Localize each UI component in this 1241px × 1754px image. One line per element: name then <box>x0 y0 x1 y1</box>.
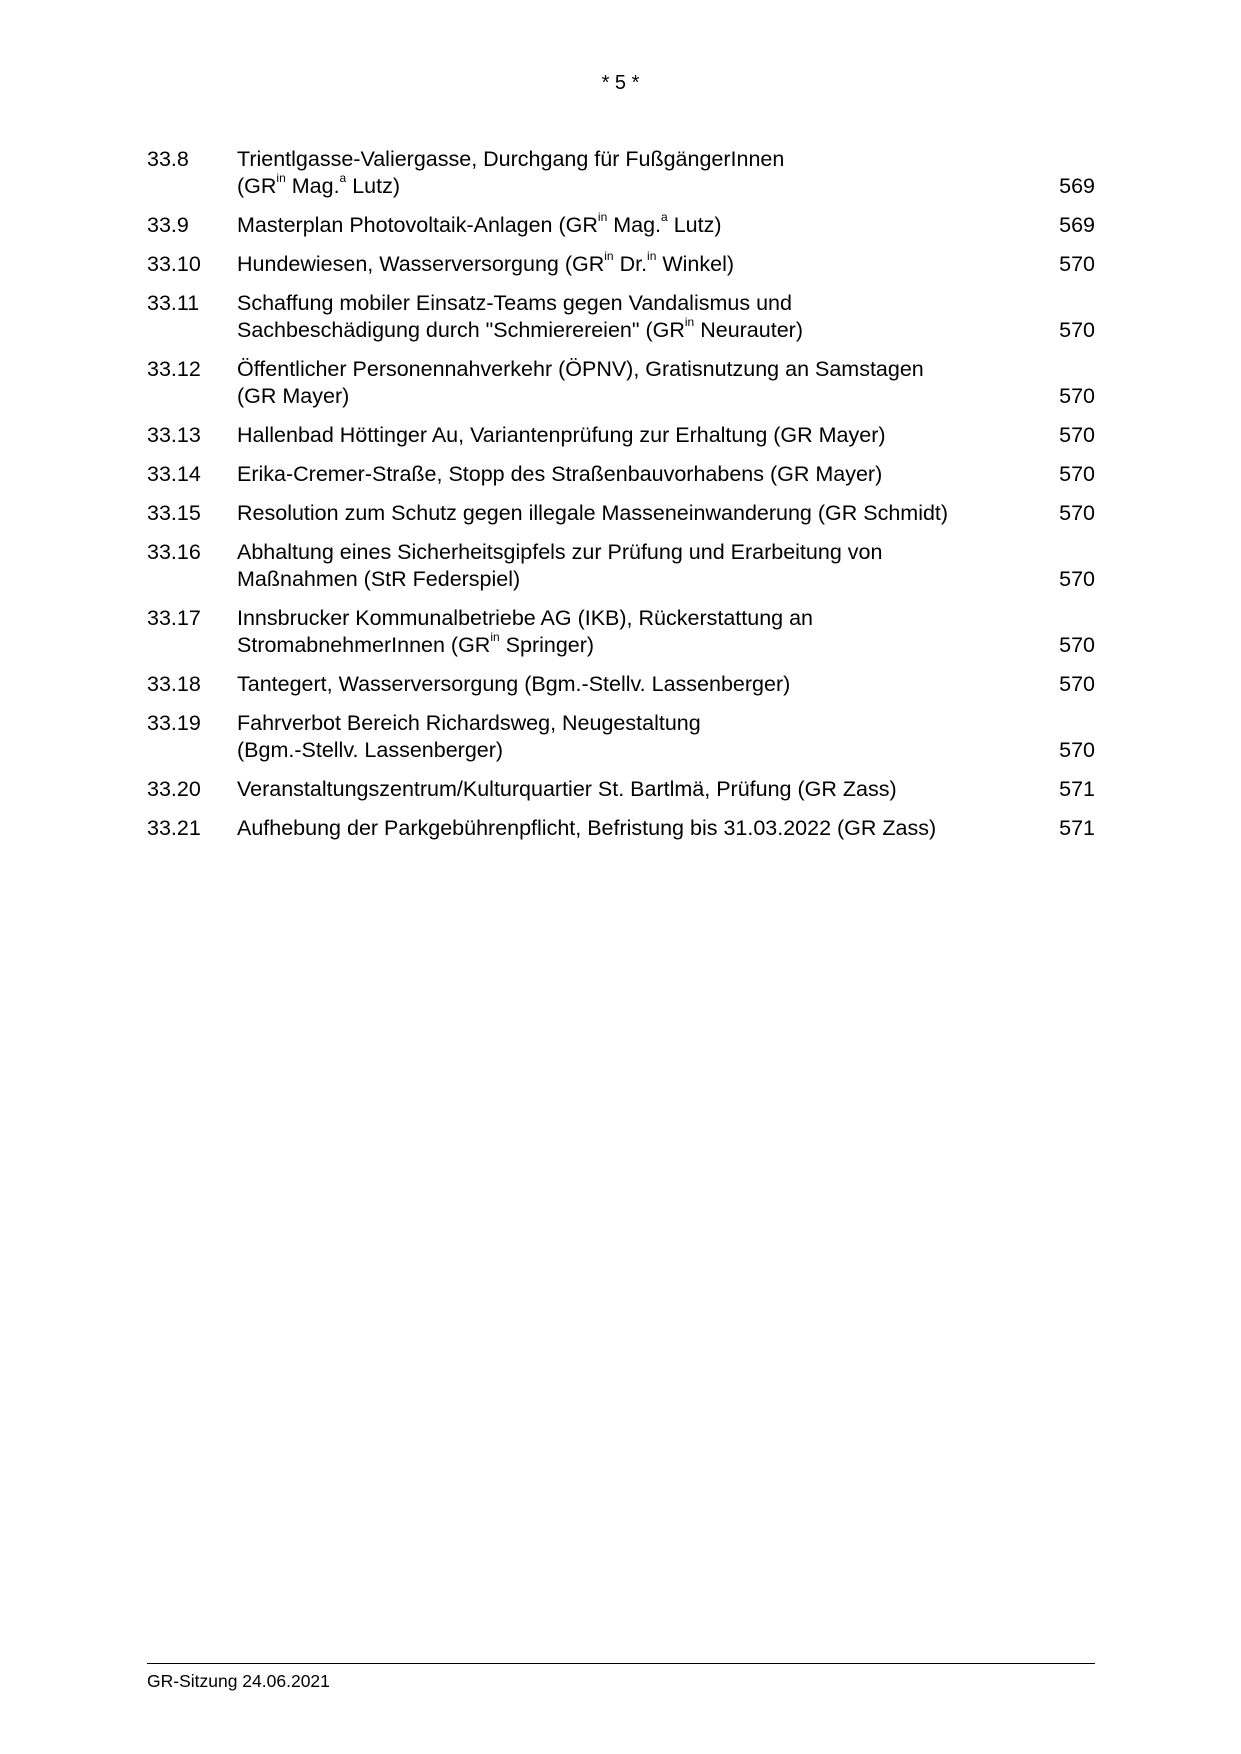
toc-entry-title-line: Aufhebung der Parkgebührenpflicht, Befristung bis 31.03.2022 (GR Zass) <box>237 816 937 840</box>
toc-entry-title-line: Masterplan Photovoltaik-Anlagen ($GR^{in}$ Mag.$^a$ Lutz) <box>237 209 722 237</box>
toc-entry-page: 570 <box>1059 384 1095 408</box>
toc-entry-title-line: Abhaltung eines Sicherheitsgipfels zur Prüfung und Erarbeitung von <box>237 540 883 564</box>
toc-entry-page: 570 <box>1059 318 1095 342</box>
toc-entry-title-line: Hallenbad Höttinger Au, Variantenprüfung zur Erhaltung (GR Mayer) <box>237 423 886 447</box>
toc-entry-title-line: Schaffung mobiler Einsatz-Teams gegen Vandalismus und <box>237 291 792 315</box>
toc-entry-title-line: StromabnehmerInnen ($GR^{in}$ Springer) <box>237 629 595 657</box>
toc-entry-number: 33.16 <box>147 540 201 564</box>
toc-entry-page: 570 <box>1059 501 1095 525</box>
toc-entry-title <box>237 776 1055 803</box>
toc-entry-title-line: Innsbrucker Kommunalbetriebe AG (IKB), Rückerstattung an <box>237 606 813 630</box>
toc-entry-title <box>237 290 1055 344</box>
toc-entry-title-line: Veranstaltungszentrum/Kulturquartier St. Bartlmä, Prüfung (GR Zass) <box>237 777 897 801</box>
toc-entry-number: 33.10 <box>147 252 201 276</box>
footer-text: GR-Sitzung 24.06.2021 <box>147 1671 330 1691</box>
toc-entry-title-line: Erika-Cremer-Straße, Stopp des Straßenbauvorhabens (GR Mayer) <box>237 462 883 486</box>
toc-entry-title-line: Hundewiesen, Wasserversorgung ($GR^{in}$ Dr.$^{in}$ Winkel) <box>237 248 735 276</box>
toc-entry <box>147 539 1095 593</box>
toc-entry-title <box>237 710 1055 764</box>
toc-entry-title-line: ($GR^{in}$ Mag.$^a$ Lutz) <box>237 170 401 198</box>
toc-entry <box>147 422 1095 449</box>
toc-entry-title <box>237 605 1055 659</box>
toc-entry <box>147 500 1095 527</box>
toc-entry-title-line: Fahrverbot Bereich Richardsweg, Neugestaltung <box>237 711 701 735</box>
toc-entry-page: 570 <box>1059 567 1095 591</box>
toc-entry-page: 569 <box>1059 213 1095 237</box>
toc-entry-title-line: (Bgm.-Stellv. Lassenberger) <box>237 738 504 762</box>
page-number: * 5 * <box>601 72 640 94</box>
toc-entry <box>147 776 1095 803</box>
toc-entry-title-line: Maßnahmen (StR Federspiel) <box>237 567 521 591</box>
toc-entry-page: 570 <box>1059 738 1095 762</box>
toc-entry-number: 33.8 <box>147 147 189 171</box>
toc-entry <box>147 209 1095 239</box>
toc-entry <box>147 248 1095 278</box>
toc-entry-title <box>237 248 1055 278</box>
toc-entry <box>147 146 1095 200</box>
toc-entry-page: 570 <box>1059 633 1095 657</box>
toc-entry-title <box>237 146 1055 200</box>
table-of-contents <box>147 146 1095 854</box>
toc-entry-title <box>237 209 1055 239</box>
toc-entry-title <box>237 422 1055 449</box>
toc-entry-number: 33.11 <box>147 291 200 315</box>
toc-entry-number: 33.14 <box>147 462 201 486</box>
toc-entry-number: 33.19 <box>147 711 201 735</box>
toc-entry <box>147 815 1095 842</box>
toc-entry-title <box>237 500 1055 527</box>
toc-entry-number: 33.20 <box>147 777 201 801</box>
toc-entry <box>147 605 1095 659</box>
toc-entry-number: 33.15 <box>147 501 201 525</box>
toc-entry-title-line: Öffentlicher Personennahverkehr (ÖPNV), Gratisnutzung an Samstagen <box>237 357 924 381</box>
toc-entry-number: 33.12 <box>147 357 201 381</box>
toc-entry-title-line: Tantegert, Wasserversorgung (Bgm.-Stellv. Lassenberger) <box>237 672 791 696</box>
toc-entry-page: 570 <box>1059 423 1095 447</box>
toc-entry <box>147 356 1095 410</box>
toc-entry-page: 569 <box>1059 174 1095 198</box>
toc-entry <box>147 290 1095 344</box>
toc-entry-title-line: Resolution zum Schutz gegen illegale Masseneinwanderung (GR Schmidt) <box>237 501 949 525</box>
toc-entry-number: 33.17 <box>147 606 201 630</box>
toc-entry-title <box>237 461 1055 488</box>
toc-entry-number: 33.13 <box>147 423 201 447</box>
toc-entry-title-line: Sachbeschädigung durch "Schmierereien" ($GR^{in}$ Neurauter) <box>237 314 803 342</box>
toc-entry-title-line: Trientlgasse-Valiergasse, Durchgang für FußgängerInnen <box>237 147 785 171</box>
toc-entry-page: 570 <box>1059 252 1095 276</box>
toc-entry-title <box>237 815 1055 842</box>
toc-entry-title <box>237 671 1055 698</box>
toc-entry <box>147 461 1095 488</box>
toc-entry-title-line: (GR Mayer) <box>237 384 350 408</box>
toc-entry-number: 33.9 <box>147 213 189 237</box>
toc-entry-title <box>237 539 1055 593</box>
toc-entry-page: 570 <box>1059 462 1095 486</box>
toc-entry-page: 571 <box>1059 777 1095 801</box>
toc-entry <box>147 710 1095 764</box>
toc-entry-number: 33.21 <box>147 816 201 840</box>
footer-divider <box>147 1663 1095 1664</box>
toc-entry-number: 33.18 <box>147 672 201 696</box>
toc-entry <box>147 671 1095 698</box>
toc-entry-page: 570 <box>1059 672 1095 696</box>
toc-entry-title <box>237 356 1055 410</box>
toc-entry-page: 571 <box>1059 816 1095 840</box>
